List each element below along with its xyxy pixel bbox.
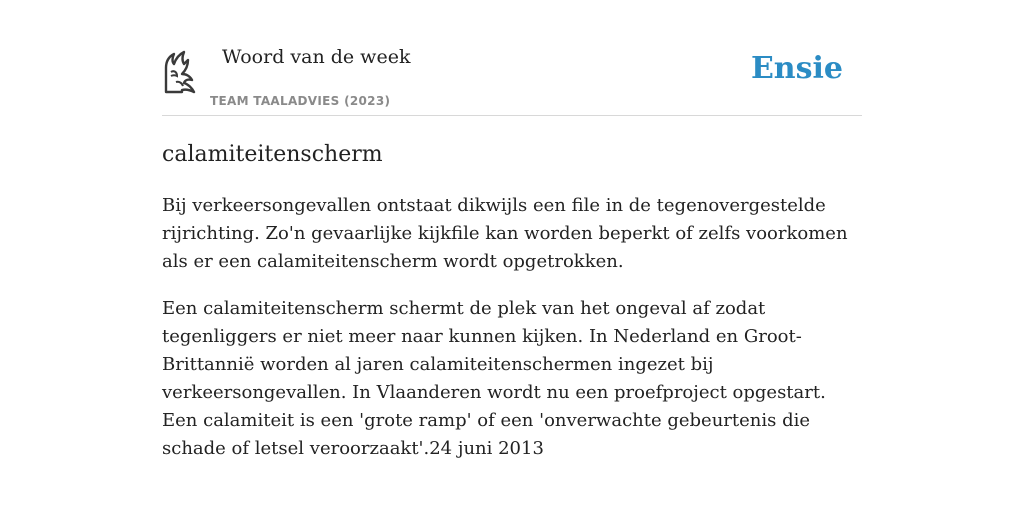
author-label: TEAM TAALADVIES (2023) xyxy=(210,94,391,108)
paragraph-text: Bij verkeersongevallen ontstaat dikwijls een file in de tegenovergestelde rijrichting. Zo'n gevaarlijke kijkfile kan worden beperkt of zelfs voorkomen als er een calamiteitenscherm wordt opgetrokken. xyxy=(162,195,848,272)
entry-date: 24 juni 2013 xyxy=(429,438,544,459)
article-card xyxy=(162,40,862,463)
entry-title: calamiteitenscherm xyxy=(162,142,383,167)
brand-logo[interactable]: Ensie xyxy=(750,51,843,86)
flemish-lion-logo-icon xyxy=(162,48,198,96)
paragraph-text: Een calamiteitenscherm schermt de plek van het ongeval af zodat tegenliggers er niet meer naar kunnen kijken. In Nederland en Groot-Brittannië worden al jaren calamiteitenschermen ingezet bij verkeersongevallen. In Vlaanderen wordt nu een proefproject opgestart. Een calamiteit is een 'grote ramp' of een 'onverwachte gebeurtenis die schade of letsel veroorzaakt'. xyxy=(162,298,826,459)
article-header xyxy=(162,40,862,116)
site-title[interactable]: Woord van de week xyxy=(222,46,411,68)
entry-paragraph xyxy=(162,192,862,276)
entry-paragraph xyxy=(162,295,862,463)
